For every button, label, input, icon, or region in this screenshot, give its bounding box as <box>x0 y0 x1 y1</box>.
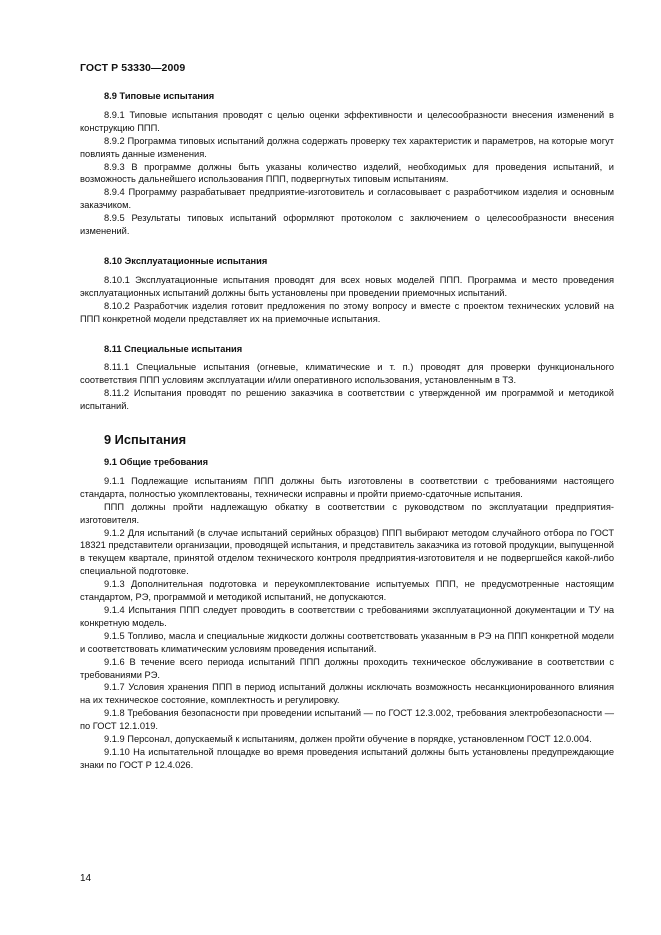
paragraph: 9.1.5 Топливо, масла и специальные жидкости должны соответствовать указанным в РЭ на ППП конкретной модели и соответствовать климатическим условиям проведения испытаний. <box>80 630 614 654</box>
paragraph: 8.9.3 В программе должны быть указаны количество изделий, необходимых для проведения испытаний, и возможность дальнейшего использования ППП, подвергнутых типовым испытаниям. <box>80 161 614 185</box>
chapter-title: 9 Испытания <box>104 432 187 448</box>
paragraph: 8.9.4 Программу разрабатывает предприятие-изготовитель и согласовывает с разработчиком изделия и основным заказчиком. <box>80 187 614 211</box>
section-8-9 <box>80 90 614 238</box>
paragraph: 9.1.3 Дополнительная подготовка и переукомплектование испытуемых ППП, не предусмотренные настоящим стандартом, РЭ, программой и методикой испытаний, не допускаются. <box>80 579 614 603</box>
paragraph: 8.9.1 Типовые испытания проводят с целью оценки эффективности и целесообразности внесения изменений в конструкцию ППП. <box>80 109 614 133</box>
section-heading: 9.1 Общие требования <box>104 457 209 468</box>
section-heading: 8.9 Типовые испытания <box>104 91 215 101</box>
paragraph: 8.10.2 Разработчик изделия готовит предложения по этому вопросу и вместе с проектом технических условий на ППП конкретной модели представляет их на приемочные испытания. <box>80 300 614 324</box>
paragraph: 9.1.10 На испытательной площадке во время проведения испытаний должны быть установлены предупреждающие знаки по ГОСТ Р 12.4.026. <box>80 746 614 770</box>
paragraph: 8.11.1 Специальные испытания (огневые, климатические и т. п.) проводят для проверки функционального соответствия ППП условиям эксплуатации и/или оперативного использования, установленным в ТЗ. <box>80 362 614 386</box>
section-8-11 <box>80 343 614 414</box>
document-header: ГОСТ Р 53330—2009 <box>80 62 186 74</box>
paragraph: 8.10.1 Эксплуатационные испытания проводят для всех новых моделей ППП. Программа и место проведения эксплуатационных испытаний должны быть установлены при проведении приемочных испытаний. <box>80 274 614 298</box>
paragraph: 8.9.5 Результаты типовых испытаний оформляют протоколом с заключением о целесообразности внесения изменений. <box>80 213 614 237</box>
page-body <box>80 90 614 772</box>
paragraph: 9.1.1 Подлежащие испытаниям ППП должны быть изготовлены в соответствии с требованиями настоящего стандарта, полностью укомплектованы, технически исправны и пройти приемо-сдаточные испытания. <box>80 475 614 499</box>
paragraph: 8.9.2 Программа типовых испытаний должна содержать проверку тех характеристик и параметров, на которые могут повлиять данные изменения. <box>80 135 614 159</box>
section-8-10 <box>80 255 614 326</box>
page-number: 14 <box>80 873 92 884</box>
paragraph: ППП должны пройти надлежащую обкатку в соответствии с руководством по эксплуатации предприятия-изготовителя. <box>80 501 614 525</box>
paragraph: 9.1.8 Требования безопасности при проведении испытаний — по ГОСТ 12.3.002, требования электробезопасности — по ГОСТ 12.1.019. <box>80 708 614 732</box>
section-heading: 8.10 Эксплуатационные испытания <box>104 255 268 266</box>
section-heading: 8.11 Специальные испытания <box>104 343 243 354</box>
paragraph: 9.1.2 Для испытаний (в случае испытаний серийных образцов) ППП выбирают методом случайного отбора по ГОСТ 18321 представители организации, проводящей испытания, и представитель заказчика из готовой продукции, выпущенной в текущем квартале, принятой отделом технического контроля предприятия-изготовителя и не подвергшейся какой-либо специальной подготовке. <box>80 527 614 577</box>
paragraph: 9.1.6 В течение всего периода испытаний ППП должны проходить техническое обслуживание в соответствии с требованиями РЭ. <box>80 656 614 680</box>
paragraph: 9.1.9 Персонал, допускаемый к испытаниям, должен пройти обучение в порядке, установленном ГОСТ 12.0.004. <box>104 734 592 745</box>
paragraph: 8.11.2 Испытания проводят по решению заказчика в соответствии с утвержденной им программой и методикой испытаний. <box>80 388 614 412</box>
paragraph: 9.1.4 Испытания ППП следует проводить в соответствии с требованиями эксплуатационной документации и ТУ на конкретную модель. <box>80 605 614 628</box>
paragraph: 9.1.7 Условия хранения ППП в период испытаний должны исключать возможность несанкционированного влияния на их техническое состояние, комплектность и регулировку. <box>80 682 614 706</box>
